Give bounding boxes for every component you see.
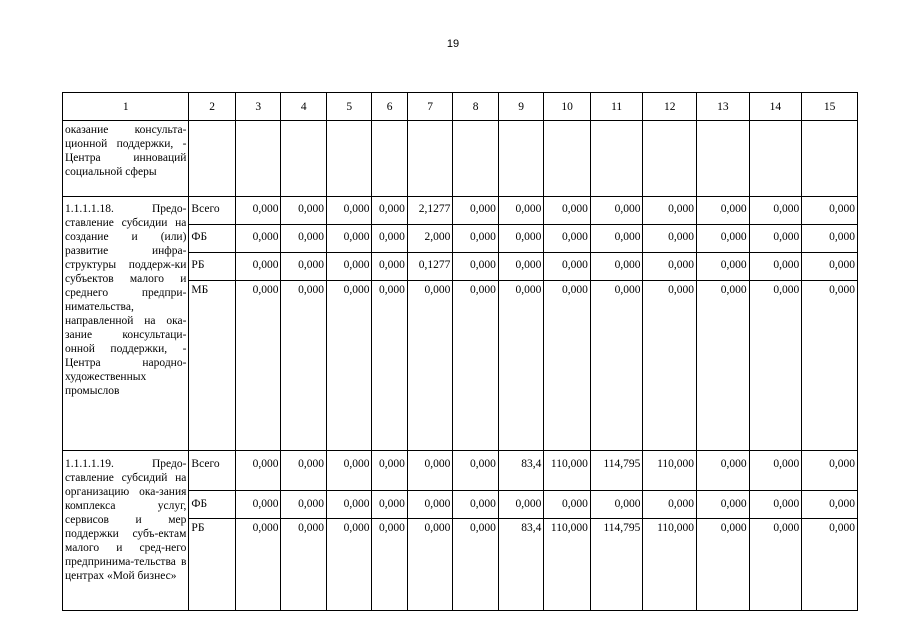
amount-cell bbox=[498, 121, 544, 197]
amount-cell bbox=[544, 121, 591, 197]
amount-cell: 0,000 bbox=[453, 281, 499, 451]
amount-cell: 83,4 bbox=[498, 451, 544, 491]
amount-cell: 0,000 bbox=[326, 451, 372, 491]
amount-cell: 0,000 bbox=[643, 491, 697, 519]
amount-cell: 0,000 bbox=[749, 491, 802, 519]
amount-cell: 0,000 bbox=[326, 253, 372, 281]
measure-description: 1.1.1.1.18. Предо-ставление субсидии на создание и (или) развитие инфра-структуры поддерж-ки субъектов малого и среднего предпри-нимательства, направленной на ока-зание консультаци-онной поддержки, - Центра народно-художественных промыслов bbox=[63, 197, 189, 451]
amount-cell: 0,000 bbox=[407, 451, 453, 491]
amount-cell: 0,000 bbox=[643, 197, 697, 225]
amount-cell: 0,000 bbox=[281, 491, 327, 519]
amount-cell: 0,000 bbox=[235, 253, 281, 281]
amount-cell: 0,000 bbox=[544, 253, 591, 281]
amount-cell: 110,000 bbox=[544, 519, 591, 611]
amount-cell bbox=[749, 121, 802, 197]
amount-cell: 0,000 bbox=[802, 197, 858, 225]
column-header: 10 bbox=[544, 93, 591, 121]
funding-source bbox=[189, 121, 236, 197]
column-header: 8 bbox=[453, 93, 499, 121]
amount-cell: 0,000 bbox=[326, 225, 372, 253]
amount-cell bbox=[590, 121, 643, 197]
amount-cell: 0,000 bbox=[590, 225, 643, 253]
amount-cell: 0,000 bbox=[453, 197, 499, 225]
amount-cell: 0,000 bbox=[802, 451, 858, 491]
amount-cell: 0,000 bbox=[372, 491, 407, 519]
amount-cell: 0,000 bbox=[281, 281, 327, 451]
amount-cell bbox=[407, 121, 453, 197]
amount-cell: 0,1277 bbox=[407, 253, 453, 281]
amount-cell: 0,000 bbox=[643, 281, 697, 451]
amount-cell: 0,000 bbox=[453, 253, 499, 281]
amount-cell: 0,000 bbox=[407, 519, 453, 611]
amount-cell: 0,000 bbox=[372, 451, 407, 491]
amount-cell: 0,000 bbox=[749, 197, 802, 225]
amount-cell: 0,000 bbox=[590, 197, 643, 225]
budget-table bbox=[62, 92, 858, 611]
amount-cell: 0,000 bbox=[802, 225, 858, 253]
amount-cell: 0,000 bbox=[498, 253, 544, 281]
amount-cell: 0,000 bbox=[281, 451, 327, 491]
amount-cell: 0,000 bbox=[498, 225, 544, 253]
amount-cell: 0,000 bbox=[326, 491, 372, 519]
amount-cell: 0,000 bbox=[372, 253, 407, 281]
amount-cell: 0,000 bbox=[498, 491, 544, 519]
amount-cell: 0,000 bbox=[643, 225, 697, 253]
amount-cell: 0,000 bbox=[281, 225, 327, 253]
funding-source: Всего bbox=[189, 451, 236, 491]
amount-cell: 0,000 bbox=[235, 491, 281, 519]
amount-cell: 0,000 bbox=[281, 253, 327, 281]
amount-cell bbox=[235, 121, 281, 197]
amount-cell: 0,000 bbox=[281, 519, 327, 611]
amount-cell: 0,000 bbox=[802, 519, 858, 611]
column-header: 14 bbox=[749, 93, 802, 121]
amount-cell: 0,000 bbox=[749, 225, 802, 253]
amount-cell: 0,000 bbox=[498, 281, 544, 451]
amount-cell: 0,000 bbox=[697, 253, 750, 281]
amount-cell: 0,000 bbox=[749, 281, 802, 451]
amount-cell: 0,000 bbox=[697, 491, 750, 519]
column-header: 12 bbox=[643, 93, 697, 121]
amount-cell: 0,000 bbox=[697, 281, 750, 451]
column-header: 1 bbox=[63, 93, 189, 121]
amount-cell: 0,000 bbox=[407, 281, 453, 451]
amount-cell: 0,000 bbox=[453, 491, 499, 519]
amount-cell bbox=[372, 121, 407, 197]
amount-cell: 0,000 bbox=[590, 253, 643, 281]
column-header: 13 bbox=[697, 93, 750, 121]
amount-cell: 0,000 bbox=[544, 491, 591, 519]
amount-cell: 114,795 bbox=[590, 451, 643, 491]
column-header: 7 bbox=[407, 93, 453, 121]
amount-cell: 110,000 bbox=[643, 451, 697, 491]
column-header: 15 bbox=[802, 93, 858, 121]
amount-cell: 0,000 bbox=[235, 519, 281, 611]
amount-cell: 0,000 bbox=[544, 197, 591, 225]
column-header: 3 bbox=[235, 93, 281, 121]
funding-source: Всего bbox=[189, 197, 236, 225]
column-header: 6 bbox=[372, 93, 407, 121]
table-row bbox=[63, 451, 858, 491]
amount-cell: 0,000 bbox=[749, 519, 802, 611]
amount-cell: 0,000 bbox=[802, 253, 858, 281]
amount-cell: 0,000 bbox=[372, 281, 407, 451]
header-row bbox=[63, 93, 858, 121]
column-header: 4 bbox=[281, 93, 327, 121]
amount-cell: 0,000 bbox=[697, 451, 750, 491]
amount-cell: 0,000 bbox=[498, 197, 544, 225]
amount-cell: 0,000 bbox=[281, 197, 327, 225]
amount-cell: 0,000 bbox=[407, 491, 453, 519]
amount-cell: 0,000 bbox=[544, 281, 591, 451]
amount-cell: 114,795 bbox=[590, 519, 643, 611]
amount-cell: 0,000 bbox=[326, 197, 372, 225]
funding-source: ФБ bbox=[189, 225, 236, 253]
amount-cell bbox=[643, 121, 697, 197]
amount-cell: 0,000 bbox=[372, 225, 407, 253]
measure-description: 1.1.1.1.19. Предо-ставление субсидий на организацию ока-зания комплекса услуг, сервисов и мер поддержки субъ-ектам малого и сред-него предпринима-тельства в центрах «Мой бизнес» bbox=[63, 451, 189, 611]
amount-cell: 83,4 bbox=[498, 519, 544, 611]
amount-cell: 0,000 bbox=[749, 451, 802, 491]
amount-cell bbox=[802, 121, 858, 197]
amount-cell bbox=[281, 121, 327, 197]
measure-description: оказание консульта-ционной поддержки, - Центра инноваций социальной сферы bbox=[63, 121, 189, 197]
amount-cell: 0,000 bbox=[697, 197, 750, 225]
amount-cell: 0,000 bbox=[802, 491, 858, 519]
amount-cell: 2,000 bbox=[407, 225, 453, 253]
amount-cell: 0,000 bbox=[453, 451, 499, 491]
amount-cell: 0,000 bbox=[235, 225, 281, 253]
amount-cell: 0,000 bbox=[544, 225, 591, 253]
amount-cell: 0,000 bbox=[643, 253, 697, 281]
amount-cell bbox=[453, 121, 499, 197]
amount-cell: 2,1277 bbox=[407, 197, 453, 225]
amount-cell: 0,000 bbox=[453, 225, 499, 253]
page-number: 19 bbox=[446, 38, 460, 50]
funding-source: РБ bbox=[189, 519, 236, 611]
amount-cell: 0,000 bbox=[802, 281, 858, 451]
amount-cell: 0,000 bbox=[235, 451, 281, 491]
funding-source: РБ bbox=[189, 253, 236, 281]
amount-cell: 0,000 bbox=[590, 491, 643, 519]
column-header: 5 bbox=[326, 93, 372, 121]
column-header: 9 bbox=[498, 93, 544, 121]
amount-cell: 0,000 bbox=[697, 225, 750, 253]
amount-cell: 0,000 bbox=[235, 281, 281, 451]
amount-cell: 0,000 bbox=[326, 281, 372, 451]
amount-cell: 0,000 bbox=[326, 519, 372, 611]
funding-source: ФБ bbox=[189, 491, 236, 519]
amount-cell bbox=[697, 121, 750, 197]
amount-cell: 110,000 bbox=[643, 519, 697, 611]
column-header: 2 bbox=[189, 93, 236, 121]
amount-cell: 0,000 bbox=[590, 281, 643, 451]
funding-source: МБ bbox=[189, 281, 236, 451]
amount-cell: 0,000 bbox=[697, 519, 750, 611]
column-header: 11 bbox=[590, 93, 643, 121]
amount-cell: 0,000 bbox=[749, 253, 802, 281]
table-row bbox=[63, 121, 858, 197]
amount-cell: 110,000 bbox=[544, 451, 591, 491]
amount-cell bbox=[326, 121, 372, 197]
table-row bbox=[63, 197, 858, 225]
amount-cell: 0,000 bbox=[372, 197, 407, 225]
amount-cell: 0,000 bbox=[453, 519, 499, 611]
amount-cell: 0,000 bbox=[235, 197, 281, 225]
amount-cell: 0,000 bbox=[372, 519, 407, 611]
